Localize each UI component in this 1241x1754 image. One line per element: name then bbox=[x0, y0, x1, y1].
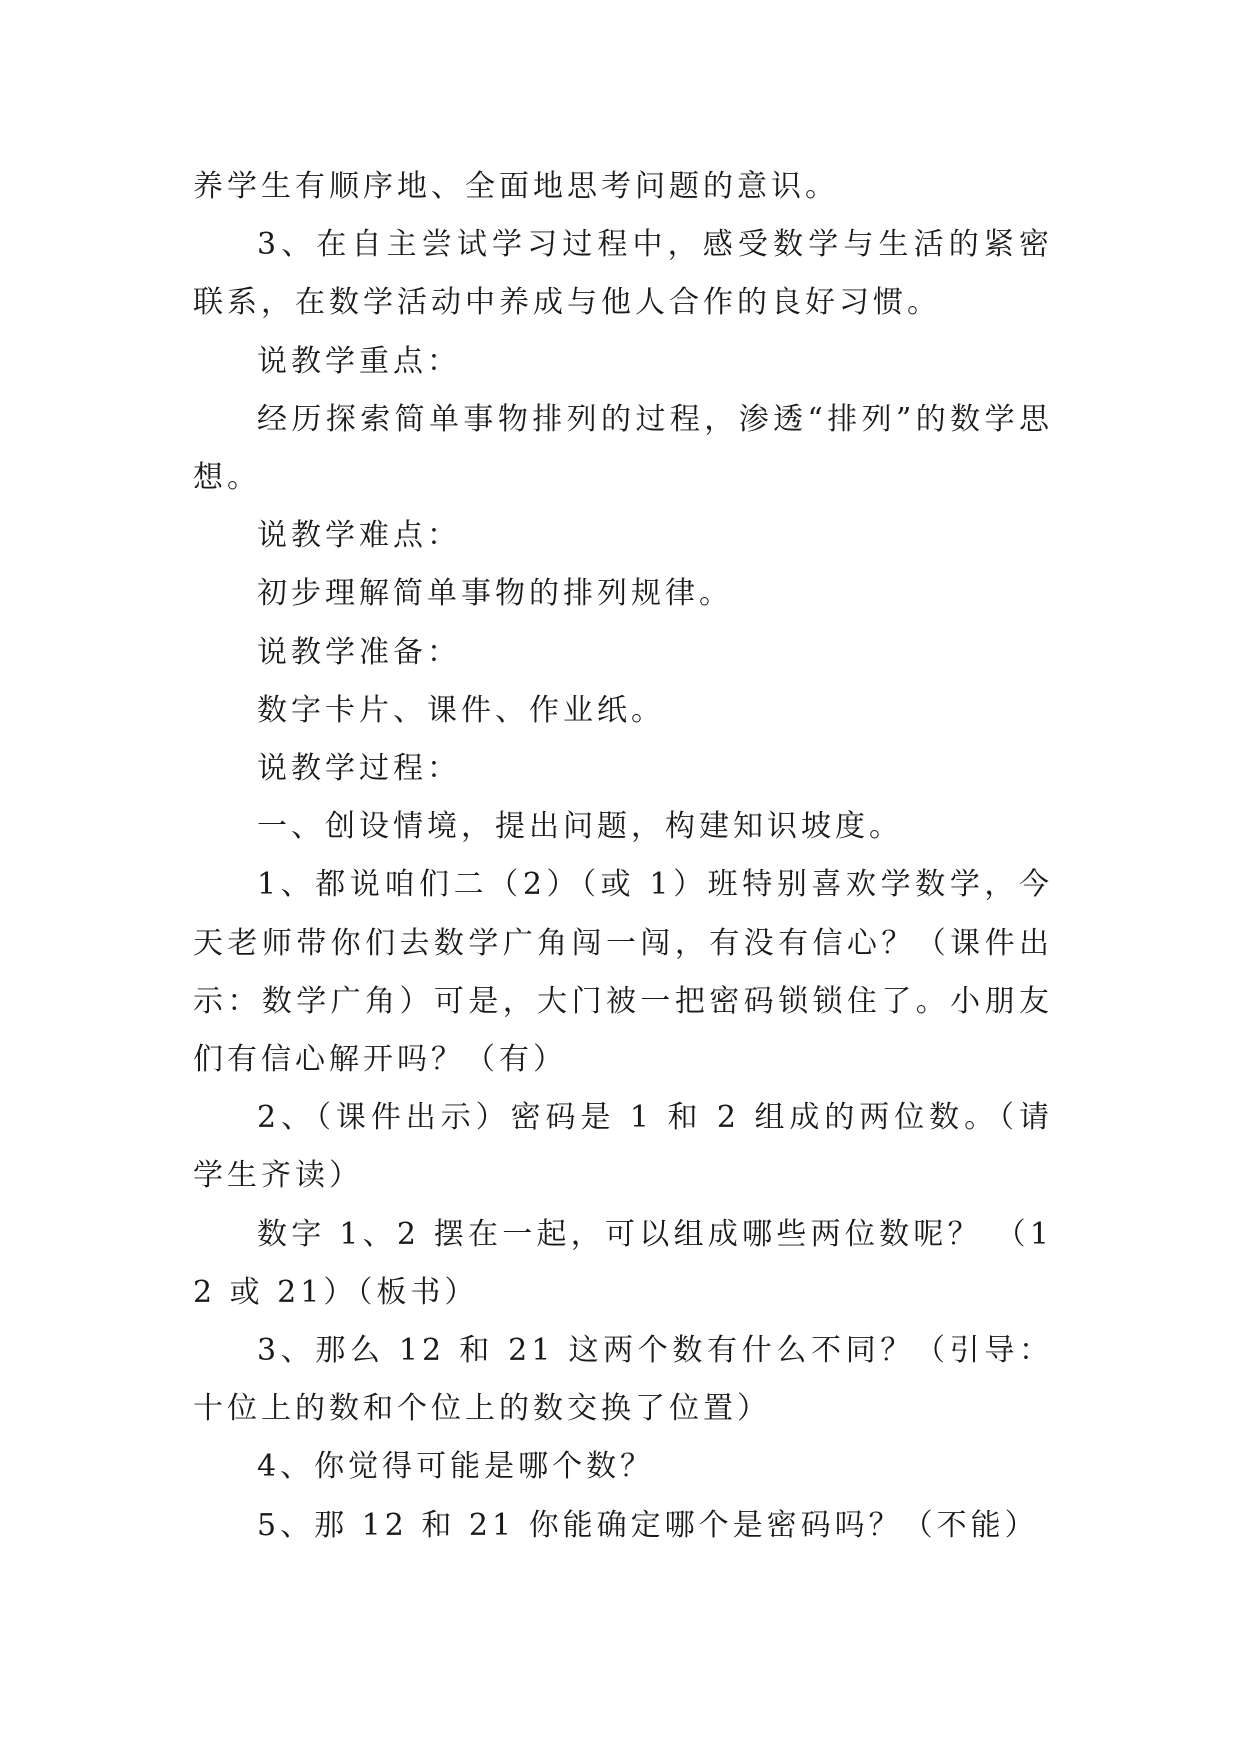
paragraph: 2、（课件出示）密码是 1 和 2 组成的两位数。（请学生齐读） bbox=[193, 1100, 1053, 1194]
paragraph: 初步理解简单事物的排列规律。 bbox=[257, 576, 733, 612]
section-heading: 说教学难点： bbox=[257, 518, 461, 554]
section-heading: 说教学重点： bbox=[257, 343, 461, 379]
paragraph: 数字卡片、课件、作业纸。 bbox=[257, 692, 665, 728]
paragraph: 经历探索简单事物排列的过程，渗透“排列”的数学思想。 bbox=[193, 401, 1053, 496]
paragraph: 一、创设情境，提出问题，构建知识坡度。 bbox=[257, 809, 903, 845]
paragraph: 3、那么 12 和 21 这两个数有什么不同？（引导：十位上的数和个位上的数交换了位置） bbox=[193, 1333, 1053, 1427]
paragraph: 养学生有顺序地、全面地思考问题的意识。 bbox=[193, 169, 839, 204]
paragraph: 3、在自主尝试学习过程中，感受数学与生活的紧密联系，在数学活动中养成与他人合作的良好习惯。 bbox=[193, 227, 1053, 321]
paragraph: 1、都说咱们二（2）（或 1）班特别喜欢学数学，今天老师带你们去数学广角闯一闯，有没有信心？（课件出示：数学广角）可是，大门被一把密码锁锁住了。小朋友们有信心解开吗？（有） bbox=[193, 867, 1053, 1078]
section-heading: 说教学过程： bbox=[257, 751, 461, 787]
section-heading: 说教学准备： bbox=[257, 634, 461, 670]
paragraph: 5、那 12 和 21 你能确定哪个是密码吗？（不能） bbox=[257, 1507, 1039, 1543]
document-body bbox=[193, 158, 1053, 1555]
paragraph: 4、你觉得可能是哪个数？ bbox=[257, 1449, 655, 1485]
paragraph: 数字 1、2 摆在一起，可以组成哪些两位数呢？ （12 或 21）（板书） bbox=[193, 1216, 1053, 1310]
